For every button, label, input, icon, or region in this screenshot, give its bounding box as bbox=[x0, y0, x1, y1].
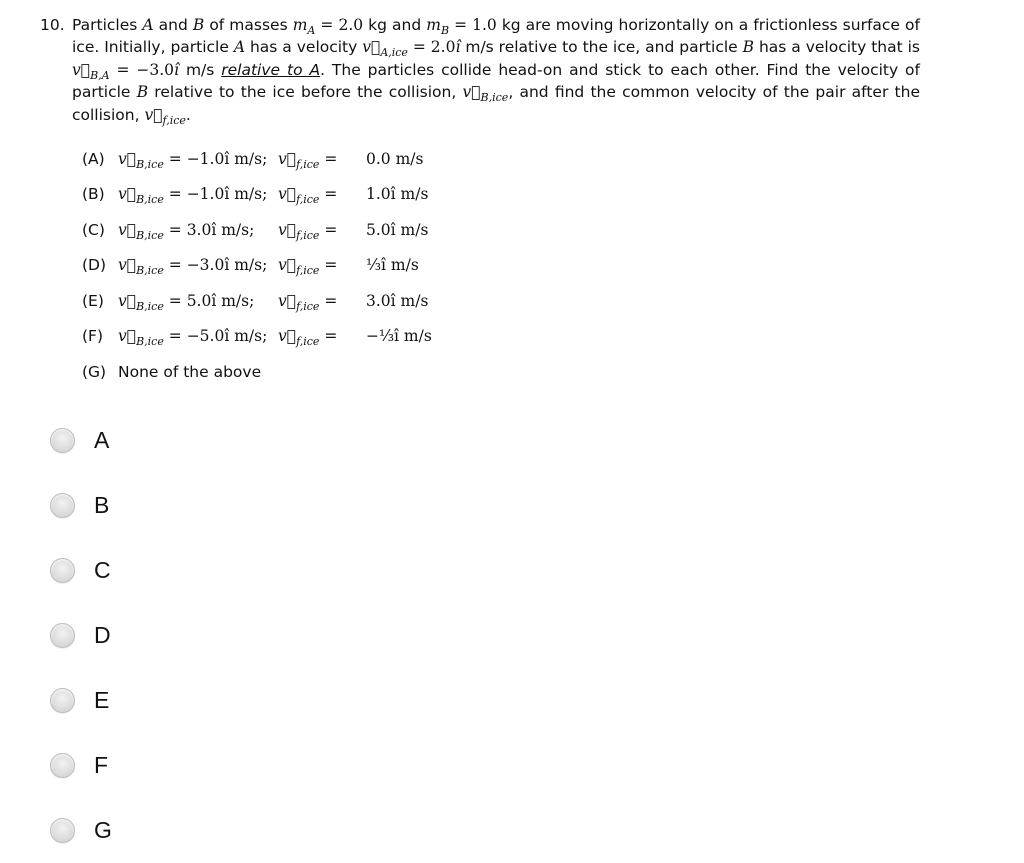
choice-b: (B) $v⃗_{B,ice}$ = −1.0î m/s; $v⃗_{f,ice}$ = 1.0î m/s bbox=[82, 185, 429, 207]
question-number: 10. bbox=[40, 16, 65, 34]
answer-option-label[interactable]: A bbox=[94, 427, 110, 453]
radio-button-icon[interactable] bbox=[50, 688, 75, 713]
answer-radio-group bbox=[50, 408, 112, 863]
answer-option-f[interactable] bbox=[50, 733, 112, 798]
radio-button-icon[interactable] bbox=[50, 558, 75, 583]
choice-e: (E) $v⃗_{B,ice}$ = 5.0î m/s; $v⃗_{f,ice}$ = 3.0î m/s bbox=[82, 291, 429, 313]
choice-f: (F) $v⃗_{B,ice}$ = −5.0î m/s; $v⃗_{f,ice}$ = −⅓î m/s bbox=[82, 327, 432, 349]
answer-option-g[interactable] bbox=[50, 798, 112, 863]
answer-option-e[interactable] bbox=[50, 668, 112, 733]
answer-option-d[interactable] bbox=[50, 603, 112, 668]
choice-a: (A) $v⃗_{B,ice}$ = −1.0î m/s; $v⃗_{f,ice}$ = 0.0 m/s bbox=[82, 149, 424, 171]
radio-button-icon[interactable] bbox=[50, 428, 75, 453]
answer-option-b[interactable] bbox=[50, 473, 112, 538]
question-text: Particles A and B of masses $m_A = 2.0$ kg and $m_B = 1.0$ kg are moving horizontally on a frictionless surface of ice. Initially, particle A has a velocity $v⃗_{A,ice}$ = 2.0î m/s relative to the ice, and particle B has a velocity that is $v⃗_{B,A}$ = −3.0î m/s relative to A. The particles collide head-on and stick to each other. Find the velocity of particle B relative to the ice before the collision, $v⃗_{B,ice}$, and find the common velocity of the pair after the collision, $v⃗_{f,ice}$. bbox=[72, 16, 921, 127]
answer-option-label[interactable]: E bbox=[94, 687, 110, 713]
answer-option-c[interactable] bbox=[50, 538, 112, 603]
radio-button-icon[interactable] bbox=[50, 623, 75, 648]
choice-d: (D) $v⃗_{B,ice}$ = −3.0î m/s; $v⃗_{f,ice}$ = ⅓î m/s bbox=[82, 256, 419, 278]
answer-option-label[interactable]: B bbox=[94, 492, 110, 518]
choice-g: (G) None of the above bbox=[82, 362, 262, 381]
radio-button-icon[interactable] bbox=[50, 818, 75, 843]
answer-option-label[interactable]: F bbox=[94, 752, 109, 778]
question-block bbox=[40, 14, 920, 126]
radio-button-icon[interactable] bbox=[50, 493, 75, 518]
answer-option-label[interactable]: C bbox=[94, 557, 111, 583]
answer-option-a[interactable] bbox=[50, 408, 112, 473]
choice-c: (C) $v⃗_{B,ice}$ = 3.0î m/s; $v⃗_{f,ice}$ = 5.0î m/s bbox=[82, 220, 429, 242]
answer-option-label[interactable]: D bbox=[94, 622, 111, 648]
radio-button-icon[interactable] bbox=[50, 753, 75, 778]
answer-option-label[interactable]: G bbox=[94, 817, 112, 843]
answer-choices-list bbox=[82, 141, 432, 390]
